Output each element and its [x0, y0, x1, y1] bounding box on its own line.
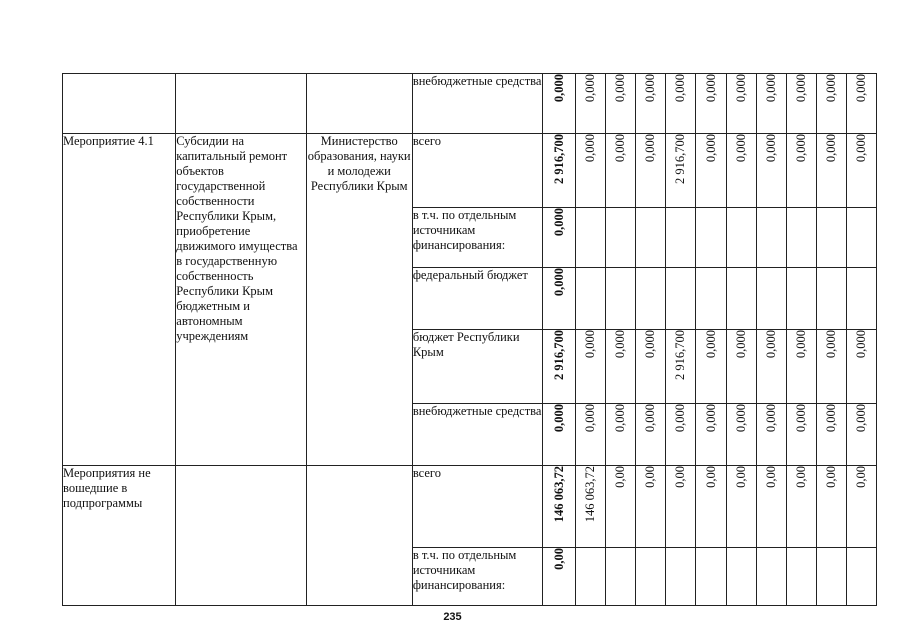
value-cell [816, 548, 846, 606]
value-cell [696, 404, 726, 466]
value-text: 2 916,700 [551, 134, 566, 184]
row-description-cell: Субсидии на капитальный ремонт объектов государственной собственности Республики Крым, приобретение движимого имущества в государственную собственность Республики Крым бюджетным и автономным учреждениям [176, 134, 306, 466]
table-row [63, 134, 877, 208]
value-cell [606, 466, 636, 548]
value-text: 0,00 [643, 466, 658, 488]
value-text: 0,000 [763, 404, 778, 433]
funding-source-cell: в т.ч. по отдельным источникам финансирования: [412, 208, 542, 268]
value-text: 0,000 [733, 134, 748, 163]
total-value-cell [543, 330, 576, 404]
value-text: 0,000 [733, 74, 748, 103]
budget-table [62, 73, 877, 606]
funding-source-cell: федеральный бюджет [412, 268, 542, 330]
value-cell [846, 268, 876, 330]
value-cell [636, 74, 666, 134]
total-value-cell [543, 548, 576, 606]
row-name-cell: Мероприятия не вошедшие в подпрограммы [63, 466, 176, 606]
value-cell [756, 330, 786, 404]
value-cell [786, 74, 816, 134]
value-cell [636, 330, 666, 404]
value-cell [816, 330, 846, 404]
value-text: 0,000 [673, 404, 688, 433]
value-cell [696, 208, 726, 268]
value-cell [576, 404, 606, 466]
value-cell [666, 404, 696, 466]
value-cell [606, 548, 636, 606]
value-cell [756, 466, 786, 548]
value-text: 0,00 [733, 466, 748, 488]
value-text: 0,000 [763, 74, 778, 103]
value-text: 0,00 [703, 466, 718, 488]
value-text: 0,000 [583, 404, 598, 433]
value-text: 0,000 [551, 74, 566, 103]
value-cell [756, 208, 786, 268]
value-cell [726, 404, 756, 466]
value-cell [696, 466, 726, 548]
value-text: 2 916,700 [551, 330, 566, 380]
value-cell [846, 466, 876, 548]
value-cell [846, 208, 876, 268]
value-text: 146 063,72 [583, 466, 598, 523]
value-cell [696, 330, 726, 404]
table-row [63, 74, 877, 134]
funding-source-cell: внебюджетные средства [412, 74, 542, 134]
row-name-cell: Мероприятие 4.1 [63, 134, 176, 466]
value-text: 0,000 [643, 330, 658, 359]
value-text: 0,000 [733, 330, 748, 359]
value-text: 2 916,700 [673, 330, 688, 380]
value-cell [816, 404, 846, 466]
value-cell [756, 548, 786, 606]
value-cell [726, 548, 756, 606]
value-text: 0,000 [793, 74, 808, 103]
value-cell [606, 404, 636, 466]
funding-source-cell: всего [412, 134, 542, 208]
value-cell [846, 74, 876, 134]
value-cell [666, 208, 696, 268]
value-cell [696, 74, 726, 134]
value-cell [816, 466, 846, 548]
value-cell [816, 268, 846, 330]
value-cell [726, 330, 756, 404]
value-text: 0,000 [673, 74, 688, 103]
value-text: 0,000 [583, 74, 598, 103]
value-cell [666, 466, 696, 548]
value-cell [786, 466, 816, 548]
value-cell [636, 404, 666, 466]
total-value-cell [543, 208, 576, 268]
value-text: 0,000 [823, 404, 838, 433]
value-text: 0,000 [551, 404, 566, 433]
value-text: 0,000 [853, 404, 868, 433]
value-cell [786, 404, 816, 466]
value-cell [756, 134, 786, 208]
total-value-cell [543, 74, 576, 134]
value-cell [696, 268, 726, 330]
value-cell [606, 330, 636, 404]
value-cell [726, 134, 756, 208]
value-cell [696, 134, 726, 208]
value-cell [576, 134, 606, 208]
value-text: 0,00 [823, 466, 838, 488]
value-cell [726, 74, 756, 134]
row-name-cell [63, 74, 176, 134]
value-text: 0,000 [793, 330, 808, 359]
value-text: 0,00 [613, 466, 628, 488]
value-text: 0,000 [613, 134, 628, 163]
value-cell [666, 548, 696, 606]
value-cell [576, 268, 606, 330]
value-text: 0,000 [853, 134, 868, 163]
value-cell [606, 134, 636, 208]
value-cell [846, 134, 876, 208]
value-text: 0,000 [643, 74, 658, 103]
row-executor-cell [306, 74, 412, 134]
value-cell [846, 548, 876, 606]
value-cell [666, 330, 696, 404]
page-number: 235 [443, 611, 462, 623]
value-cell [576, 208, 606, 268]
value-text: 0,000 [703, 74, 718, 103]
value-text: 0,000 [703, 330, 718, 359]
value-text: 0,000 [823, 134, 838, 163]
value-cell [576, 74, 606, 134]
value-cell [606, 208, 636, 268]
value-text: 0,000 [643, 404, 658, 433]
value-text: 0,00 [763, 466, 778, 488]
value-text: 0,000 [763, 330, 778, 359]
total-value-cell [543, 134, 576, 208]
value-cell [756, 404, 786, 466]
funding-source-cell: бюджет Республики Крым [412, 330, 542, 404]
value-text: 0,000 [853, 330, 868, 359]
row-executor-cell [306, 466, 412, 606]
value-cell [606, 74, 636, 134]
table-row [63, 466, 877, 548]
value-cell [636, 548, 666, 606]
value-cell [786, 548, 816, 606]
value-cell [786, 134, 816, 208]
value-cell [606, 268, 636, 330]
value-cell [636, 466, 666, 548]
value-text: 0,000 [613, 330, 628, 359]
value-text: 0,000 [733, 404, 748, 433]
value-cell [666, 134, 696, 208]
value-cell [816, 74, 846, 134]
row-executor-cell: Министерство образования, науки и молодежи Республики Крым [306, 134, 412, 466]
value-cell [786, 268, 816, 330]
value-text: 0,000 [583, 134, 598, 163]
value-text: 0,000 [823, 330, 838, 359]
value-cell [726, 208, 756, 268]
value-cell [726, 466, 756, 548]
value-cell [756, 74, 786, 134]
value-text: 0,000 [551, 268, 566, 297]
total-value-cell [543, 404, 576, 466]
value-cell [636, 134, 666, 208]
value-cell [576, 548, 606, 606]
value-text: 0,00 [673, 466, 688, 488]
value-cell [816, 208, 846, 268]
value-text: 0,000 [613, 404, 628, 433]
value-text: 0,000 [853, 74, 868, 103]
value-cell [636, 268, 666, 330]
value-text: 0,000 [763, 134, 778, 163]
value-cell [816, 134, 846, 208]
value-text: 0,000 [583, 330, 598, 359]
funding-source-cell: внебюджетные средства [412, 404, 542, 466]
value-text: 0,000 [793, 404, 808, 433]
value-text: 0,000 [823, 74, 838, 103]
value-text: 2 916,700 [673, 134, 688, 184]
total-value-cell [543, 268, 576, 330]
value-cell [846, 404, 876, 466]
value-cell [756, 268, 786, 330]
value-cell [786, 330, 816, 404]
value-text: 0,00 [551, 548, 566, 570]
value-text: 0,000 [643, 134, 658, 163]
funding-source-cell: всего [412, 466, 542, 548]
value-text: 146 063,72 [551, 466, 566, 523]
row-description-cell [176, 466, 306, 606]
value-text: 0,000 [703, 134, 718, 163]
value-cell [576, 466, 606, 548]
value-cell [666, 74, 696, 134]
value-cell [726, 268, 756, 330]
value-cell [636, 208, 666, 268]
total-value-cell [543, 466, 576, 548]
value-text: 0,000 [793, 134, 808, 163]
value-text: 0,00 [853, 466, 868, 488]
row-description-cell [176, 74, 306, 134]
value-text: 0,000 [613, 74, 628, 103]
value-cell [666, 268, 696, 330]
value-text: 0,000 [703, 404, 718, 433]
value-text: 0,000 [551, 208, 566, 237]
funding-source-cell: в т.ч. по отдельным источникам финансирования: [412, 548, 542, 606]
value-cell [576, 330, 606, 404]
value-cell [696, 548, 726, 606]
value-cell [786, 208, 816, 268]
value-cell [846, 330, 876, 404]
value-text: 0,00 [793, 466, 808, 488]
